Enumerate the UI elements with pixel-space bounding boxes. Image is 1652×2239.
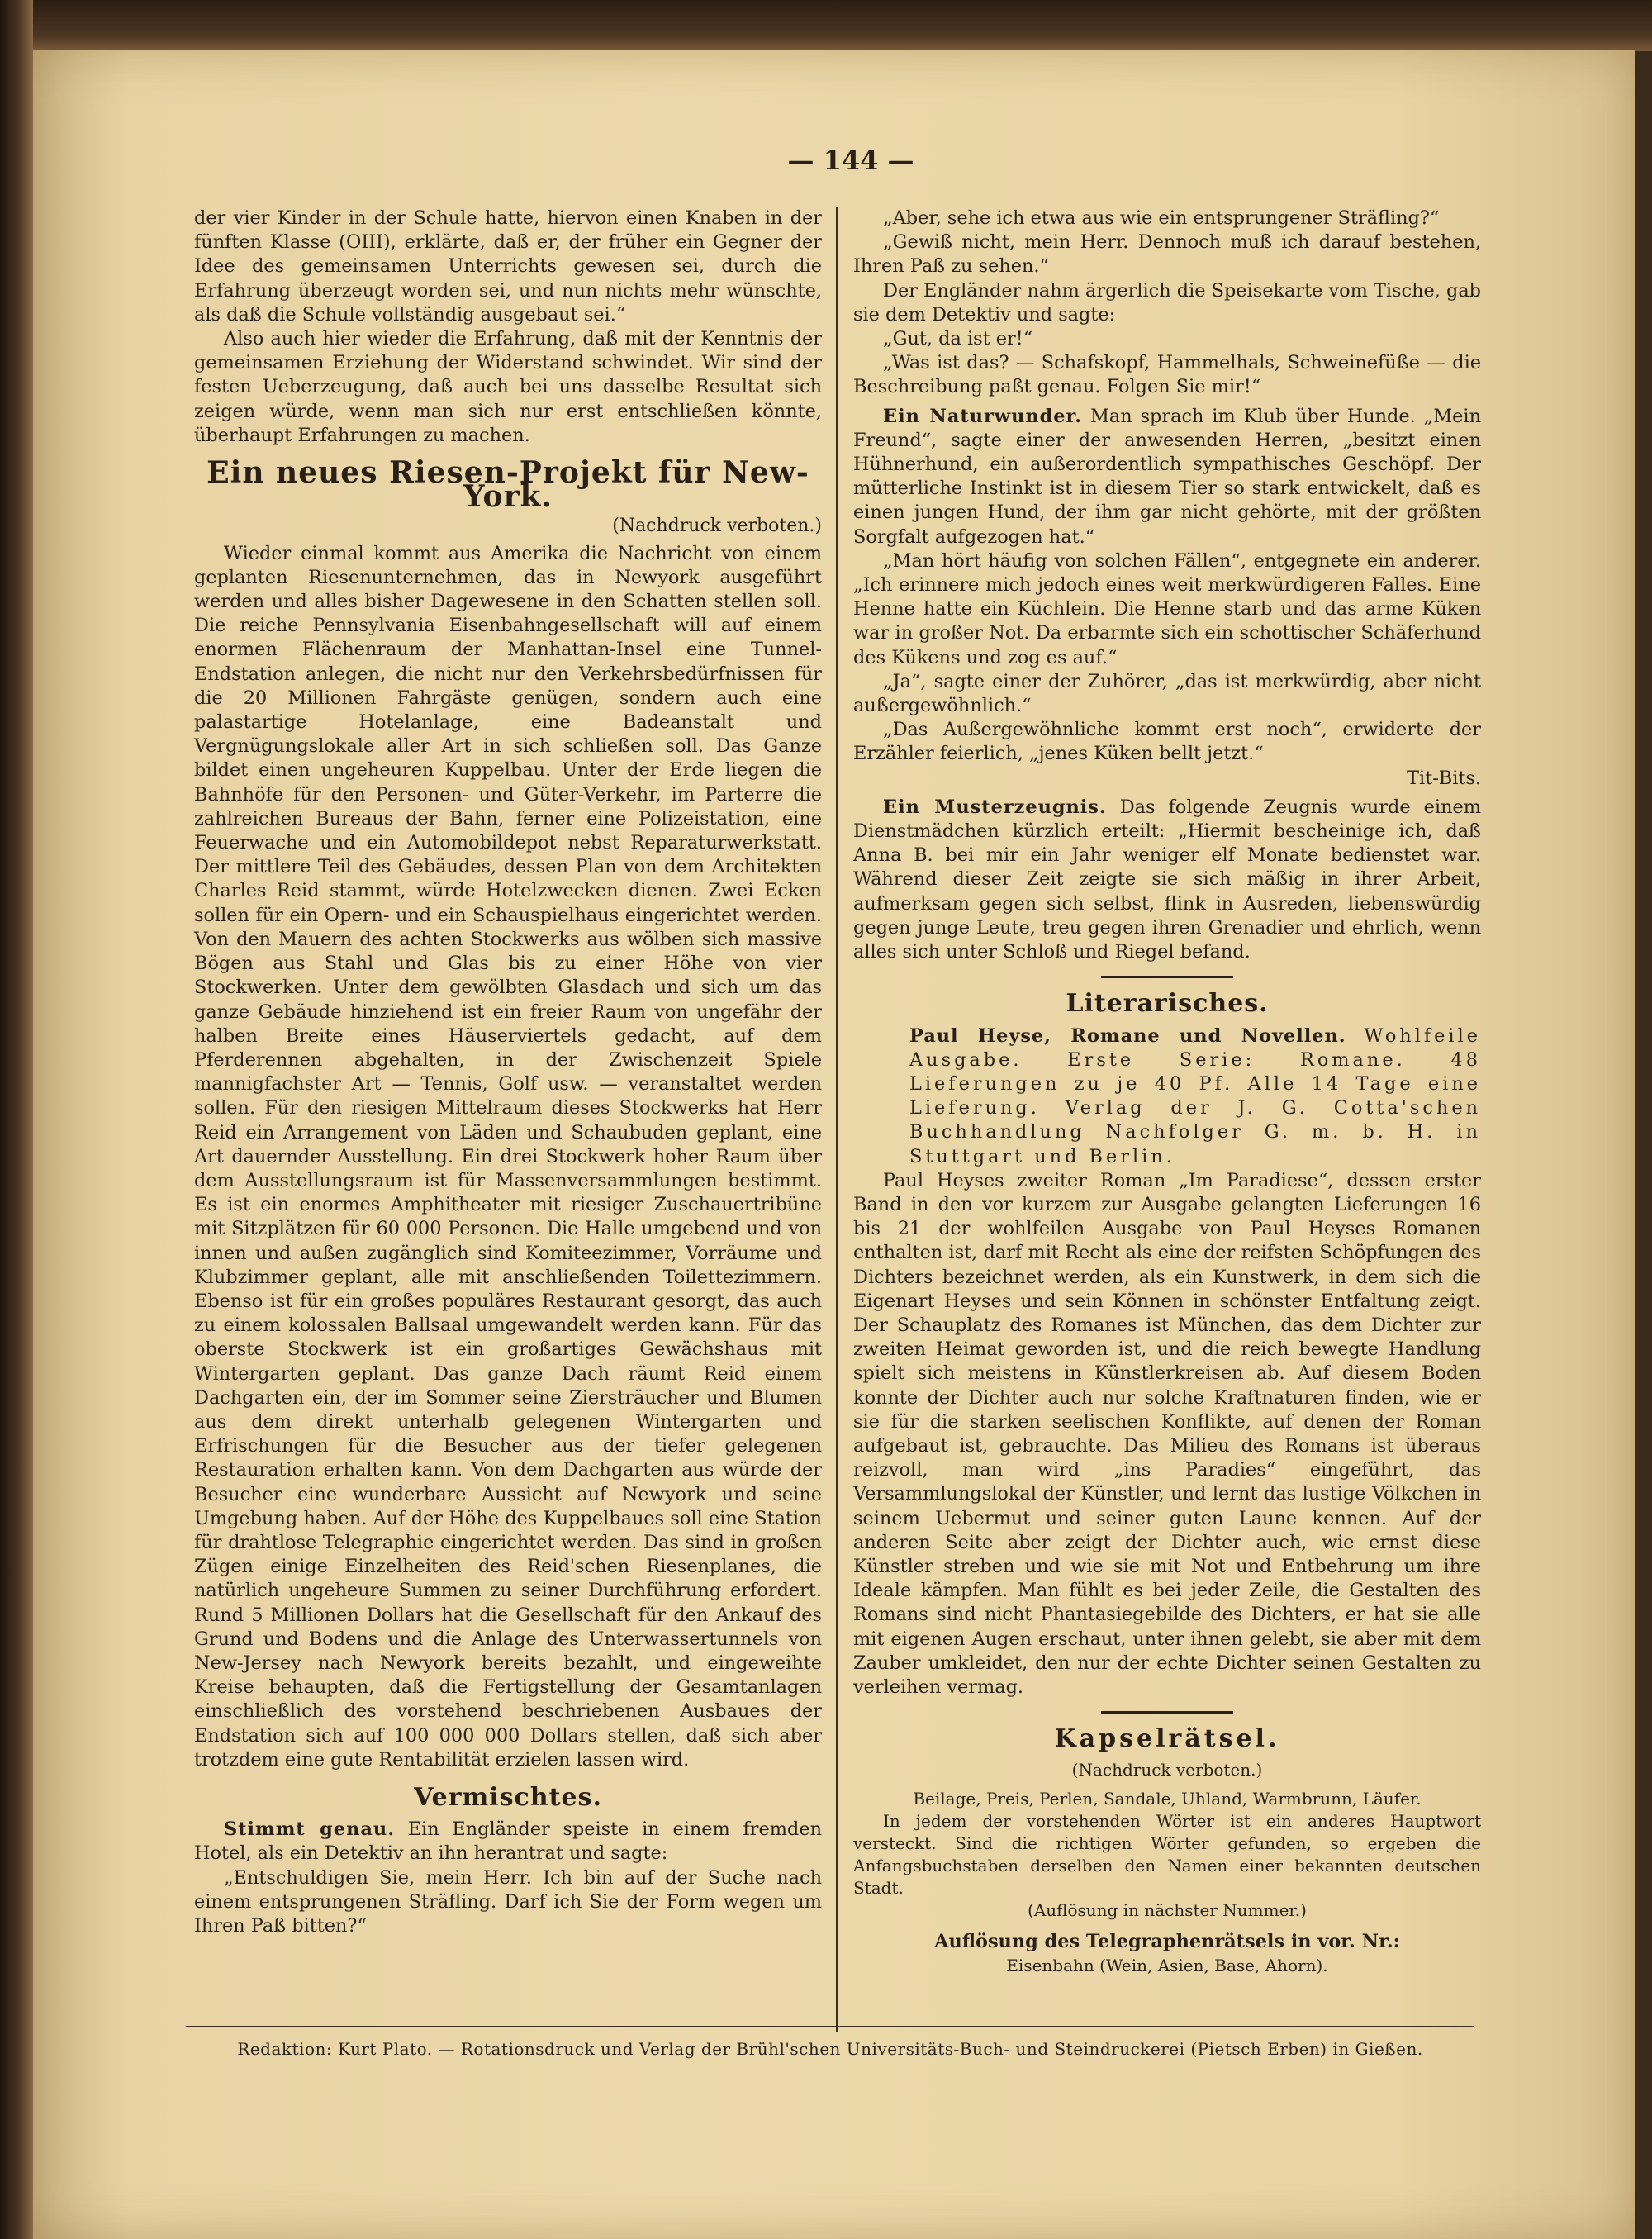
- kapselraetsel-copyright-note: (Nachdruck verboten.): [1071, 1760, 1263, 1780]
- telegraph-solution: Eisenbahn (Wein, Asien, Base, Ahorn).: [1006, 1955, 1328, 1975]
- musterzeugnis-heading: Ein Musterzeugnis.: [883, 796, 1107, 818]
- section-rule: [1101, 976, 1233, 978]
- kapselraetsel-next-issue: (Auflösung in nächster Nummer.): [1028, 1900, 1307, 1921]
- article-copyright-note: (Nachdruck verboten.): [612, 516, 822, 537]
- heyse-entry: [853, 1024, 1481, 1169]
- telegraph-solution-heading: Auflösung des Telegraphenrätsels in vor. Nr.:: [934, 1931, 1400, 1953]
- dialogue-line-3: Der Engländer nahm ärgerlich die Speisekarte vom Tische, gab sie dem Detektiv und sagte:: [853, 279, 1481, 326]
- naturwunder-paragraph-2: „Man hört häufig von solchen Fällen“, entgegnete ein anderer. „Ich erinnere mich jedoch eines weit merkwürdigeren Falles. Eine Henne hatte ein Küchlein. Die Henne starb und das arme Küken war in großer Not. Da erbarmte sich ein schottischer Schäferhund des Kükens und zog es auf.“: [853, 549, 1481, 668]
- section-rule-2: [1101, 1711, 1233, 1714]
- vermischtes-heading: Vermischtes.: [414, 1783, 602, 1812]
- intro-paragraph-2: Also auch hier wieder die Erfahrung, daß mit der Kenntnis der gemeinsamen Erziehung der Widerstand schwindet. Wir sind der festen Ueberzeugung, daß auch bei uns dasselbe Resultat sich zeigen würde, wenn man sich nur erst entschließen könnte, überhaupt Erfahrungen zu machen.: [194, 328, 822, 446]
- column-divider: [836, 207, 838, 2032]
- naturwunder-body: Man sprach im Klub über Hunde. „Mein Freund“, sagte einer der anwesenden Herren, „besitzt einen Hühnerhund, ein außerordentlich sympathisches Geschöpf. Der mütterliche Instinkt ist in diesem Tier so stark entwickelt, daß es einen jungen Hund, der ihm gar nicht gehörte, mit der größten Sorgfalt aufgezogen hat.“: [853, 405, 1482, 548]
- naturwunder-heading: Ein Naturwunder.: [883, 405, 1083, 427]
- naturwunder-paragraph-3: „Ja“, sagte einer der Zuhörer, „das ist merkwürdig, aber nicht außergewöhnlich.“: [853, 670, 1481, 717]
- heyse-heading: Paul Heyse, Romane und Novellen.: [909, 1024, 1346, 1047]
- dialogue-line-4: „Gut, da ist er!“: [883, 328, 1033, 350]
- right-column: [853, 207, 1481, 1977]
- naturwunder-paragraph-4: „Das Außergewöhnliche kommt erst noch“, erwiderte der Erzähler feierlich, „jenes Küken bellt jetzt.“: [853, 719, 1481, 765]
- naturwunder-paragraph: [853, 405, 1481, 549]
- kapselraetsel-words: Beilage, Preis, Perlen, Sandale, Uhland, Warmbrunn, Läufer.: [913, 1789, 1422, 1809]
- stimmt-genau-quote: „Entschuldigen Sie, mein Herr. Ich bin auf der Suche nach einem entsprungenen Sträfling. Darf ich Sie der Form wegen um Ihren Paß bitten?“: [194, 1866, 822, 1937]
- left-column: [194, 207, 822, 1938]
- article-body: Wieder einmal kommt aus Amerika die Nachricht von einem geplanten Riesenunternehmen, das in Newyork ausgeführt werden und alles bisher Dagewesene in den Schatten stellen soll. Die reiche Pennsylvania Eisenbahngesellschaft will auf einem enormen Flächenraum der Manhattan-Insel eine Tunnel-Endstation anlegen, die nicht nur den Verkehrsbedürfnissen für die 20 Millionen Fahrgäste genügen, sondern auch eine palastartige Hotelanlage, eine Badeanstalt und Vergnügungslokale aller Art in sich schließen soll. Das Ganze bildet einen ungeheuren Kuppelbau. Unter der Erde liegen die Bahnhöfe für den Personen- und Güter-Verkehr, im Parterre die zahlreichen Bureaus der Bahn, ferner eine Polizeistation, eine Feuerwache und ein Automobildepot nebst Reparaturwerkstatt. Der mittlere Teil des Gebäudes, dessen Plan von dem Architekten Charles Reid stammt, würde Hotelzwecken dienen. Zwei Ecken sollen für ein Opern- und ein Schauspielhaus eingerichtet werden. Von den Mauern des achten Stockwerks aus wölben sich massive Bögen aus Stahl und Glas bis zu einer Höhe von vier Stockwerken. Unter dem gewölbten Glasdach und sich um das ganze Gebäude hinziehend ist ein freier Raum von ungefähr der halben Breite eines Häuserviertels gedacht, auf dem Pferderennen abgehalten, in der Zwischenzeit Spiele mannigfachster Art — Tennis, Golf usw. — veranstaltet werden sollen. Für den riesigen Mittelraum dieses Stockwerks hat Herr Reid ein Arrangement von Läden und Schaubuden geplant, eine Art dauernder Ausstellung. Ein drei Stockwerk hoher Raum über dem Ausstellungsraum ist für Massenversammlungen bestimmt. Es ist ein enormes Amphitheater mit riesiger Zuschauertribüne mit Sitzplätzen für 60 000 Personen. Die Halle umgebend und von innen und außen zugänglich sind Komiteezimmer, Vorräume und Klubzimmer geplant, alle mit anschließenden Toilettezimmern. Ebenso ist für ein großes populäres Restaurant gesorgt, das auch zu einem kolossalen Ballsaal umgewandelt werden kann. Für das oberste Stockwerk ist ein großartiges Gewächshaus mit Wintergarten geplant. Das ganze Dach räumt Reid einem Dachgarten ein, der im Sommer seine Ziersträucher und Blumen aus dem direkt unterhalb gelegenen Wintergarten und Erfrischungen für die Besucher aus der tiefer gelegenen Restauration erhalten kann. Von dem Dachgarten aus würde der Besucher eine wunderbare Aussicht auf Newyork und seine Umgebung haben. Auf der Höhe des Kuppelbaues soll eine Station für drahtlose Telegraphie eingerichtet werden. Das sind in großen Zügen einige Einzelheiten des Reid'schen Riesenplanes, die natürlich ungeheure Summen zu seiner Durchführung erfordert. Rund 5 Millionen Dollars hat die Gesellschaft für den Ankauf des Grund und Bodens und die Anlage des Unterwassertunnels von New-Jersey nach Newyork bereits bezahlt, und eingeweihte Kreise behaupten, daß die Fertigstellung der Gesamtanlagen einschließlich des vorstehend beschriebenen Ausbaues der Endstation sich auf 100 000 000 Dollars stellen, daß sich aber trotzdem eine gute Rentabilität erzielen lassen wird.: [194, 542, 822, 1771]
- heyse-bibliographic: Wohlfeile Ausgabe. Erste Serie: Romane. 48 Lieferungen zu je 40 Pf. Alle 14 Tage eine Lieferung. Verlag der J. G. Cotta'schen Buchhandlung Nachfolger G. m. b. H. in Stuttgart und Berlin.: [909, 1024, 1481, 1167]
- heyse-review: Paul Heyses zweiter Roman „Im Paradiese“, dessen erster Band in den vor kurzem zur Ausgabe gelangten Lieferungen 16 bis 21 der wohlfeilen Ausgabe von Paul Heyses Romanen enthalten ist, darf mit Recht als eine der reifsten Schöpfungen des Dichters bezeichnet werden, als ein Kunstwerk, in dem sich die Eigenart Heyses und sein Können in schönster Entfaltung zeigt. Der Schauplatz des Romanes ist München, das dem Dichter zur zweiten Heimat geworden ist, und die reich bewegte Handlung spielt sich meistens in Künstlerkreisen ab. Auf diesem Boden konnte der Dichter auch nur solche Kraftnaturen finden, wie er sie für die starken seelischen Konflikte, auf denen der Roman aufgebaut ist, gebrauchte. Das Milieu des Romans ist überaus reizvoll, man wird „ins Paradies“ eingeführt, das Versammlungslokal der Künstler, und lernt das lustige Völkchen in seinem Uebermut und seiner guten Laune kennen. Auf der anderen Seite aber zeigt der Dichter auch, wie ernst diese Künstler streben und wie sie mit Not und Entbehrung um ihre Ideale kämpfen. Man fühlt es bei jeder Zeile, die Gestalten des Romans sind nicht Phantasiegebilde des Dichters, er hat sie alle mit eigenen Augen erschaut, unter ihnen gelebt, sie aber mit dem Zauber umkleidet, den nur der echte Dichter seinen Gestalten zu verleihen vermag.: [853, 1169, 1481, 1698]
- book-spine: [0, 0, 33, 2239]
- musterzeugnis-paragraph: [853, 796, 1481, 964]
- naturwunder-source: Tit-Bits.: [1407, 767, 1481, 789]
- book-top-edge: [0, 0, 1652, 51]
- intro-paragraph: der vier Kinder in der Schule hatte, hiervon einen Knaben in der fünften Klasse (OIII), erklärte, daß er, der früher ein Gegner der Idee des gemeinsamen Unterrichts gewesen sei, durch die Erfahrung überzeugt worden sei, und nun nichts mehr wünschte, als daß die Schule vollständig ausgebaut sei.“: [194, 207, 822, 326]
- footer-rule: [186, 2026, 1474, 2027]
- dialogue-line-2: „Gewiß nicht, mein Herr. Dennoch muß ich darauf bestehen, Ihren Paß zu sehen.“: [853, 231, 1481, 278]
- stimmt-genau-body: Ein Engländer speiste in einem fremden Hotel, als ein Detektiv an ihn herantrat und sagte:: [194, 1818, 822, 1865]
- dialogue-line-5: „Was ist das? — Schafskopf, Hammelhals, Schweinefüße — die Beschreibung paßt genau. Folgen Sie mir!“: [853, 352, 1481, 398]
- imprint-footer: Redaktion: Kurt Plato. — Rotationsdruck und Verlag der Brühl'schen Universitäts-Buch- und Steindruckerei (Pietsch Erben) in Gießen.: [237, 2039, 1423, 2059]
- kapselraetsel-heading: Kapselrätsel.: [1054, 1724, 1280, 1754]
- musterzeugnis-body: Das folgende Zeugnis wurde einem Dienstmädchen kürzlich erteilt: „Hiermit bescheinige ich, daß Anna B. bei mir ein Jahr weniger elf Monate bedienstet war. Während dieser Zeit zeigte sie sich mäßig in ihrer Arbeit, aufmerksam gegen sich selbst, flink in Ausreden, liebenswürdig gegen junge Leute, treu gegen ihren Grenadier und ehrlich, wenn alles sich unter Schloß und Riegel befand.: [853, 796, 1481, 963]
- stimmt-genau-paragraph: [194, 1818, 822, 1866]
- dialogue-line-1: „Aber, sehe ich etwa aus wie ein entsprungener Sträfling?“: [883, 207, 1440, 229]
- page-number: — 144 —: [787, 145, 914, 176]
- stimmt-genau-heading: Stimmt genau.: [224, 1818, 395, 1841]
- article-title: Ein neues Riesen-Projekt für New-York.: [206, 455, 809, 515]
- kapselraetsel-instructions: In jedem der vorstehenden Wörter ist ein anderes Hauptwort versteckt. Sind die richtigen Wörter gefunden, so ergeben die Anfangsbuchstaben derselben den Namen einer bekannten deutschen Stadt.: [853, 1811, 1481, 1899]
- literarisches-heading: Literarisches.: [1066, 989, 1269, 1019]
